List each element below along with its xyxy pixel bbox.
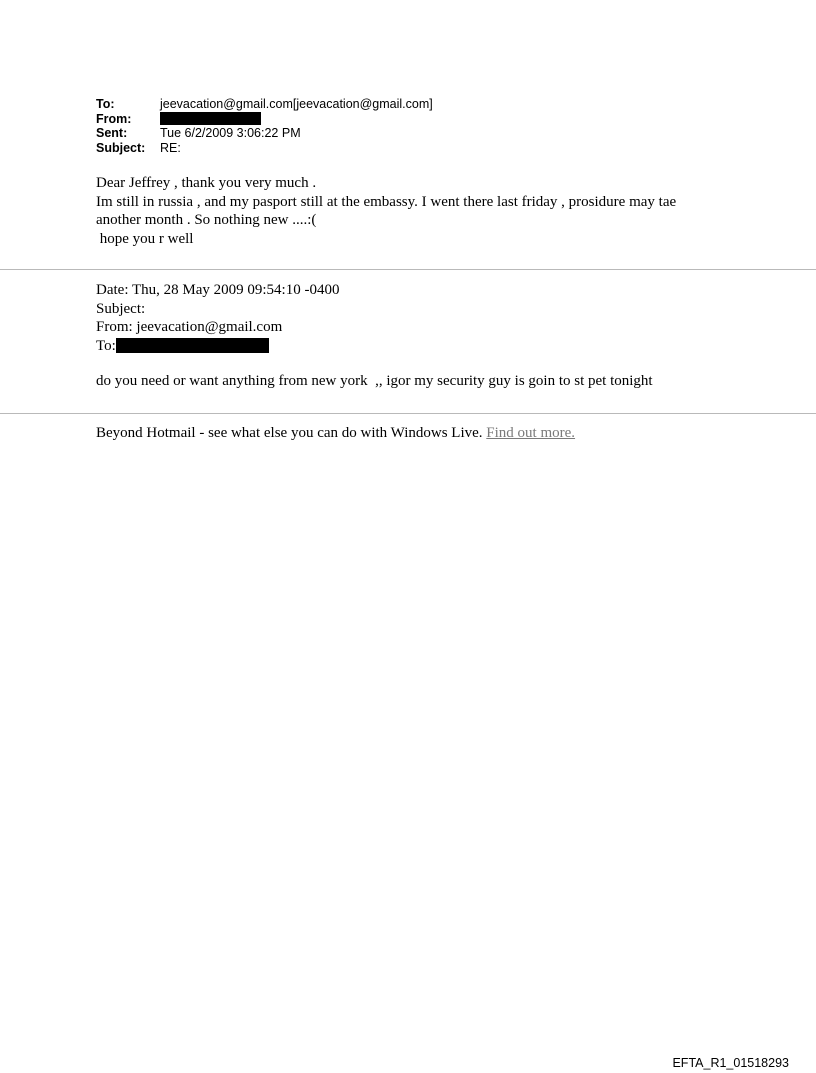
find-out-more-link[interactable]: Find out more. xyxy=(486,425,576,441)
quoted-header xyxy=(96,281,339,355)
email-header xyxy=(96,97,433,155)
quoted-body: do you need or want anything from new york ,, igor my security guy is goin to st pet tonight xyxy=(96,373,653,389)
document-id: EFTA_R1_01518293 xyxy=(672,1056,789,1070)
sent-value: Tue 6/2/2009 3:06:22 PM xyxy=(160,126,301,140)
header-to-row xyxy=(96,97,433,112)
message-line: Im still in russia , and my pasport still at the embassy. I went there last friday , prosidure may tae xyxy=(96,193,677,210)
from-label: From: xyxy=(96,111,132,126)
message-line: another month . So nothing new ....:( xyxy=(96,212,317,228)
message-line: hope you r well xyxy=(96,230,194,247)
to-value: jeevacation@gmail.com[jeevacation@gmail.com] xyxy=(160,97,433,111)
message-line: Dear Jeffrey , thank you very much . xyxy=(96,175,317,191)
sent-label: Sent: xyxy=(96,126,128,140)
quoted-date: Date: Thu, 28 May 2009 09:54:10 -0400 xyxy=(96,282,340,298)
divider-top xyxy=(0,269,816,270)
header-subject-row xyxy=(96,141,433,156)
header-from-row xyxy=(96,112,433,127)
to-label: To: xyxy=(96,97,115,111)
hotmail-footer xyxy=(96,424,575,443)
divider-bottom xyxy=(0,413,816,414)
subject-label: Subject: xyxy=(96,140,146,155)
quoted-subject: Subject: xyxy=(96,300,146,317)
message-body xyxy=(96,174,736,248)
header-sent-row xyxy=(96,126,433,141)
from-redaction xyxy=(160,112,261,125)
quoted-from: From: jeevacation@gmail.com xyxy=(96,319,283,335)
subject-value: RE: xyxy=(160,140,181,155)
to-redaction xyxy=(116,338,269,353)
quoted-to-row xyxy=(96,337,339,356)
quoted-to-label: To: xyxy=(96,337,116,354)
footer-text: Beyond Hotmail - see what else you can do with Windows Live. xyxy=(96,425,487,441)
